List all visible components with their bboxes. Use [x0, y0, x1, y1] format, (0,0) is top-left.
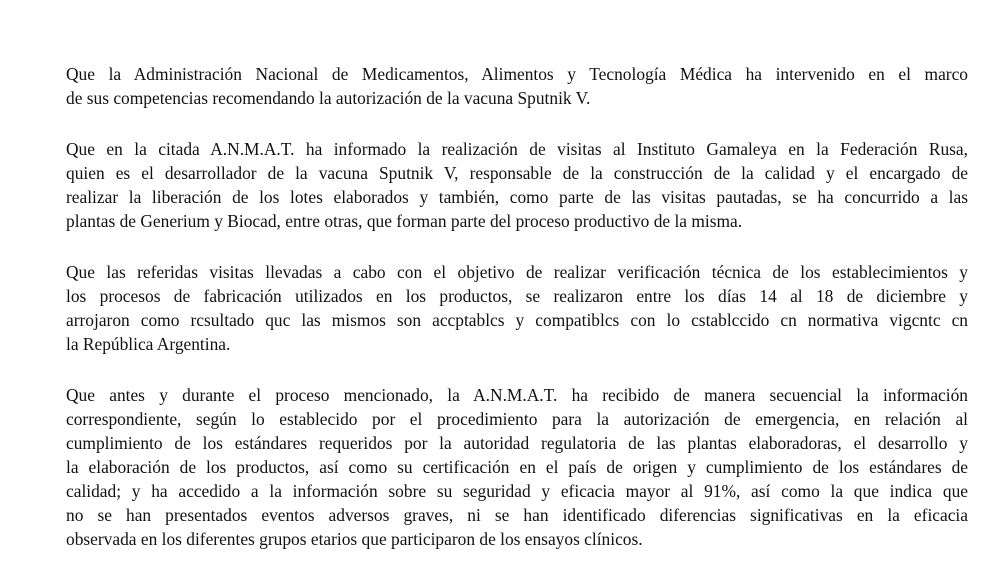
text-line: los procesos de fabricación utilizados en los productos, se realizaron entre los días 14 al 18 de diciembre y	[66, 286, 968, 306]
text-line: cumplimiento de los estándares requeridos por la autoridad regulatoria de las plantas elaboradoras, el desarrollo y	[66, 433, 968, 453]
paragraph-gamaleya-visits	[66, 137, 968, 233]
paragraph-information-received	[66, 383, 968, 551]
paragraph-verification-results	[66, 260, 968, 356]
text-line: quien es el desarrollador de la vacuna Sputnik V, responsable de la construcción de la calidad y el encargado de	[66, 163, 968, 183]
text-line: de sus competencias recomendando la autorización de la vacuna Sputnik V.	[66, 88, 591, 108]
text-line: Que en la citada A.N.M.A.T. ha informado la realización de visitas al Instituto Gamaleya en la Federación Rusa,	[66, 139, 968, 159]
text-line: la elaboración de los productos, así como su certificación en el país de origen y cumplimiento de los estándares de	[66, 457, 968, 477]
paragraph-anmat-intervention	[66, 62, 968, 110]
text-line: la República Argentina.	[66, 334, 231, 354]
text-line: calidad; y ha accedido a la información sobre su seguridad y eficacia mayor al 91%, así como la que indica que	[66, 481, 968, 501]
document-body	[66, 62, 968, 578]
text-line: Que las referidas visitas llevadas a cabo con el objetivo de realizar verificación técnica de los establecimientos y	[66, 262, 968, 282]
text-line: Que antes y durante el proceso mencionado, la A.N.M.A.T. ha recibido de manera secuencial la información	[66, 385, 968, 405]
text-line: realizar la liberación de los lotes elaborados y también, como parte de las visitas pautadas, se ha concurrido a las	[66, 187, 968, 207]
text-line: correspondiente, según lo establecido por el procedimiento para la autorización de emergencia, en relación al	[66, 409, 968, 429]
text-line: plantas de Generium y Biocad, entre otras, que forman parte del proceso productivo de la misma.	[66, 211, 743, 231]
text-line: observada en los diferentes grupos etarios que participaron de los ensayos clínicos.	[66, 529, 643, 549]
text-line: arrojaron como rcsultado quc las mismos son accptablcs y compatiblcs con lo cstablccido cn normativa vigcntc cn	[66, 310, 968, 330]
text-line: no se han presentados eventos adversos graves, ni se han identificado diferencias significativas en la eficacia	[66, 505, 968, 525]
text-line: Que la Administración Nacional de Medicamentos, Alimentos y Tecnología Médica ha intervenido en el marco	[66, 64, 968, 84]
